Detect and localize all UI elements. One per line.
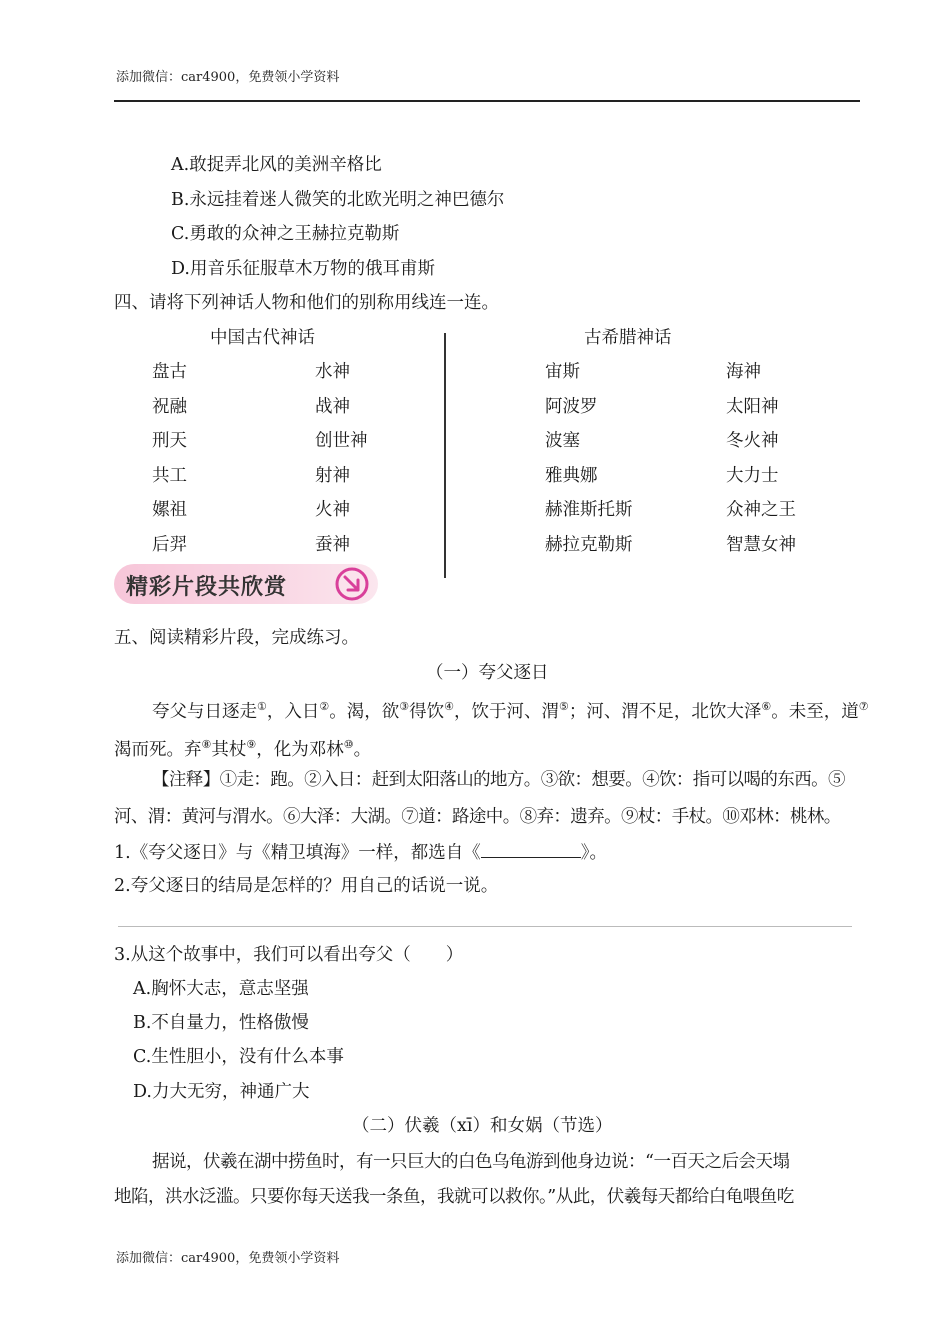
- answer-line[interactable]: [118, 926, 852, 927]
- greece-alias: 大力士: [726, 466, 779, 486]
- greece-alias: 众神之王: [726, 500, 796, 520]
- greece-heading: 古希腊神话: [584, 328, 672, 348]
- greece-name: 雅典娜: [545, 466, 598, 486]
- q3-option-d: D.力大无穷，神通广大: [133, 1082, 310, 1102]
- passage1-note-line1: 【注释】①走：跑。②入日：赶到太阳落山的地方。③欲：想要。④饮：指可以喝的东西。⑤: [152, 770, 845, 790]
- option-d: D.用音乐征服草木万物的俄耳甫斯: [171, 259, 435, 279]
- q3-option-a: A.胸怀大志，意志坚强: [133, 979, 309, 999]
- passage2-heading: （二）伏羲（xī）和女娲（节选）: [352, 1116, 613, 1136]
- china-name: 祝融: [152, 397, 187, 417]
- passage2-line2: 地陷，洪水泛滥。只要你每天送我一条鱼，我就可以救你。”从此，伏羲每天都给白龟喂鱼吃: [114, 1187, 794, 1207]
- option-c: C.勇敢的众神之王赫拉克勒斯: [171, 224, 400, 244]
- greece-alias: 冬火神: [726, 431, 779, 451]
- section4-title: 四、请将下列神话人物和他们的别称用线连一连。: [114, 293, 499, 313]
- greece-name: 赫淮斯托斯: [545, 500, 633, 520]
- china-alias: 蚕神: [315, 535, 350, 555]
- greece-name: 阿波罗: [545, 397, 598, 417]
- page-footer: 添加微信：car4900，免费领小学资料: [116, 1251, 340, 1266]
- question-2: 2.夸父逐日的结局是怎样的？用自己的话说一说。: [114, 876, 499, 896]
- column-divider: [444, 333, 446, 578]
- greece-name: 赫拉克勒斯: [545, 535, 633, 555]
- greece-name: 波塞: [545, 431, 580, 451]
- option-b: B.永远挂着迷人微笑的北欧光明之神巴德尔: [171, 190, 505, 210]
- greece-alias: 太阳神: [726, 397, 779, 417]
- china-alias: 射神: [315, 466, 350, 486]
- section5-title: 五、阅读精彩片段，完成练习。: [114, 628, 359, 648]
- q3-option-b: B.不自量力，性格傲慢: [133, 1013, 309, 1033]
- china-name: 后羿: [152, 535, 187, 555]
- china-alias: 火神: [315, 500, 350, 520]
- china-alias: 创世神: [315, 431, 368, 451]
- china-name: 刑天: [152, 431, 187, 451]
- passage1-line1: 夸父与日逐走①，入日②。渴，欲③得饮④，饮于河、渭⑤；河、渭不足，北饮大泽⑥。未至，道⑦: [152, 700, 869, 722]
- question-1: 1.《夸父逐日》与《精卫填海》一样，都选自《 》。: [114, 840, 607, 865]
- q3-option-c: C.生性胆小，没有什么本事: [133, 1047, 344, 1067]
- passage1-line2: 渴而死。弃⑧其杖⑨，化为邓林⑩。: [114, 738, 372, 760]
- passage1-note-line2: 河、渭：黄河与渭水。⑥大泽：大湖。⑦道：路途中。⑧弃：遗弃。⑨杖：手杖。⑩邓林：桃林。: [114, 807, 841, 827]
- question-3: 3.从这个故事中，我们可以看出夸父（ ）: [114, 945, 464, 965]
- passage2-line1: 据说，伏羲在湖中捞鱼时，有一只巨大的白色乌龟游到他身边说：“一百天之后会天塌: [152, 1152, 790, 1172]
- china-name: 共工: [152, 466, 187, 486]
- arrow-down-right-icon: [334, 566, 370, 602]
- greece-alias: 海神: [726, 362, 761, 382]
- greece-name: 宙斯: [545, 362, 580, 382]
- china-name: 嫘祖: [152, 500, 187, 520]
- answer-blank[interactable]: [481, 840, 581, 858]
- china-alias: 水神: [315, 362, 350, 382]
- option-a: A.敢捉弄北风的美洲辛格比: [171, 155, 382, 175]
- china-alias: 战神: [315, 397, 350, 417]
- passage1-heading: （一）夸父逐日: [426, 663, 549, 683]
- header-divider: [114, 100, 860, 102]
- page-header: 添加微信：car4900，免费领小学资料: [116, 70, 340, 85]
- banner-label: 精彩片段共欣赏: [126, 575, 288, 600]
- china-name: 盘古: [152, 362, 187, 382]
- china-heading: 中国古代神话: [210, 328, 315, 348]
- greece-alias: 智慧女神: [726, 535, 796, 555]
